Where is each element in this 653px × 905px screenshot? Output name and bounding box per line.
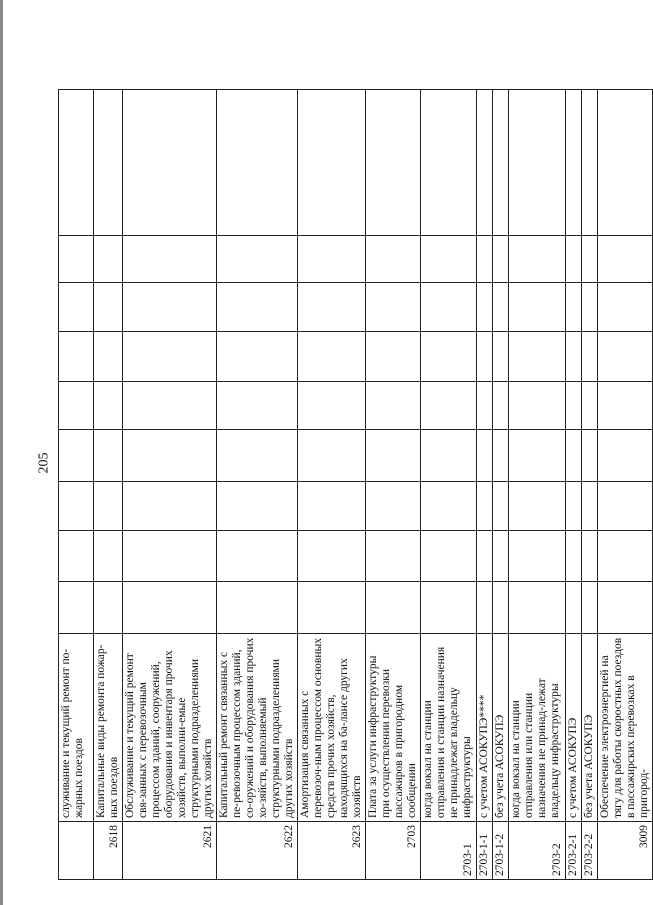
value-cell [566, 90, 582, 236]
value-cell [217, 382, 298, 430]
value-cell [123, 582, 217, 634]
value-cell [123, 236, 217, 283]
value-cell [477, 90, 493, 236]
table-row [59, 90, 94, 880]
value-cell [298, 482, 366, 531]
data-table [58, 89, 653, 880]
value-cell [217, 482, 298, 531]
value-cell [493, 582, 509, 634]
value-cell [421, 531, 477, 582]
value-cell [598, 283, 653, 332]
value-cell [493, 90, 509, 236]
value-cell [59, 382, 94, 430]
value-cell [509, 283, 566, 332]
value-cell [566, 236, 582, 283]
row-code: 2623 [298, 822, 366, 880]
value-cell [598, 382, 653, 430]
value-cell [59, 283, 94, 332]
value-cell [298, 90, 366, 236]
value-cell [582, 236, 598, 283]
value-cell [566, 382, 582, 430]
value-cell [298, 531, 366, 582]
value-cell [509, 90, 566, 236]
table-row [477, 90, 493, 880]
value-cell [59, 430, 94, 482]
value-cell [217, 283, 298, 332]
value-cell [421, 582, 477, 634]
row-name: Капитальные виды ремонта пожар-ных поездов [94, 634, 123, 822]
table-row [366, 90, 421, 880]
value-cell [298, 236, 366, 283]
value-cell [509, 430, 566, 482]
value-cell [598, 430, 653, 482]
table-row [582, 90, 598, 880]
value-cell [421, 283, 477, 332]
row-name: с учетом АСОКУПЭ**** [477, 634, 493, 822]
value-cell [477, 332, 493, 382]
value-cell [94, 582, 123, 634]
value-cell [509, 582, 566, 634]
rotated-table-container [58, 90, 650, 880]
row-name: Капитальный ремонт связанных с пе-ревозочным процессом зданий, со-оружений и оборудования прочих хо-зяйств, выполняемый структурными подразделениями других хозяйств [217, 634, 298, 822]
value-cell [493, 236, 509, 283]
table-row [298, 90, 366, 880]
value-cell [598, 90, 653, 236]
value-cell [582, 90, 598, 236]
row-code: 2703-1 [421, 822, 477, 880]
value-cell [59, 582, 94, 634]
value-cell [493, 382, 509, 430]
row-code: 2703-1-1 [477, 822, 493, 880]
value-cell [509, 382, 566, 430]
row-code: 2703 [366, 822, 421, 880]
value-cell [421, 90, 477, 236]
table-row [598, 90, 653, 880]
value-cell [94, 332, 123, 382]
value-cell [59, 90, 94, 236]
value-cell [123, 531, 217, 582]
value-cell [493, 332, 509, 382]
value-cell [477, 382, 493, 430]
value-cell [366, 382, 421, 430]
value-cell [421, 332, 477, 382]
value-cell [366, 582, 421, 634]
value-cell [421, 382, 477, 430]
table-body [59, 90, 653, 880]
value-cell [59, 332, 94, 382]
value-cell [598, 236, 653, 283]
row-name: служивание и текущий ремонт по-жарных поездов [59, 634, 94, 822]
value-cell [582, 482, 598, 531]
value-cell [566, 582, 582, 634]
value-cell [298, 332, 366, 382]
row-code: 2703-2-1 [566, 822, 582, 880]
table-row [123, 90, 217, 880]
value-cell [59, 236, 94, 283]
value-cell [366, 332, 421, 382]
value-cell [217, 236, 298, 283]
value-cell [509, 236, 566, 283]
row-code: 2703-2-2 [582, 822, 598, 880]
table-row [94, 90, 123, 880]
value-cell [566, 283, 582, 332]
value-cell [598, 582, 653, 634]
row-code: 3009 [598, 822, 653, 880]
value-cell [477, 482, 493, 531]
value-cell [59, 531, 94, 582]
value-cell [582, 430, 598, 482]
value-cell [94, 90, 123, 236]
value-cell [598, 482, 653, 531]
value-cell [366, 283, 421, 332]
row-name: с учетом АСОКУПЭ [566, 634, 582, 822]
value-cell [94, 236, 123, 283]
table-row [217, 90, 298, 880]
row-name: Амортизация связанных с перевозоч-ным процессом основных средств прочих хозяйств, находящихся на ба-лансе других хозяйств [298, 634, 366, 822]
page-number: 205 [36, 452, 52, 474]
row-name: когда вокзал на станции отправления или станции назначения не принад-лежат владельцу инфраструктуры [509, 634, 566, 822]
value-cell [493, 283, 509, 332]
value-cell [123, 90, 217, 236]
value-cell [509, 531, 566, 582]
row-code [59, 822, 94, 880]
value-cell [566, 531, 582, 582]
row-name: без учета АСОКУПЭ [582, 634, 598, 822]
value-cell [217, 90, 298, 236]
row-name: Обеспечение электроэнергией на тягу для работы скоростных поездов в пассажирских перевозках в пригород- [598, 634, 653, 822]
value-cell [477, 430, 493, 482]
value-cell [582, 382, 598, 430]
value-cell [94, 382, 123, 430]
row-name: Плата за услуги инфраструктуры при осуществлении перевозки пассажиров в пригородном сообщении [366, 634, 421, 822]
row-name: когда вокзал на станции отправления и станции назначения не принадлежат владельцу инфраструктуры [421, 634, 477, 822]
value-cell [366, 90, 421, 236]
value-cell [566, 430, 582, 482]
value-cell [217, 531, 298, 582]
value-cell [477, 531, 493, 582]
scan-edge-line [0, 0, 3, 905]
row-name: Обслуживание и текущий ремонт свя-занных с перевозочным процессом зданий, сооружений, оборудования и инвентаря прочих хозяйств, выполни-емые структурными подразделениями других хозяйств [123, 634, 217, 822]
value-cell [217, 332, 298, 382]
row-code: 2703-1-2 [493, 822, 509, 880]
value-cell [421, 236, 477, 283]
value-cell [123, 283, 217, 332]
value-cell [298, 283, 366, 332]
value-cell [493, 531, 509, 582]
value-cell [366, 482, 421, 531]
value-cell [123, 430, 217, 482]
value-cell [477, 283, 493, 332]
row-code: 2618 [94, 822, 123, 880]
value-cell [123, 482, 217, 531]
value-cell [582, 332, 598, 382]
value-cell [366, 236, 421, 283]
value-cell [94, 283, 123, 332]
value-cell [566, 332, 582, 382]
row-name: без учета АСОКУПЭ [493, 634, 509, 822]
value-cell [366, 531, 421, 582]
row-code: 2621 [123, 822, 217, 880]
table-row [493, 90, 509, 880]
value-cell [582, 283, 598, 332]
value-cell [493, 482, 509, 531]
value-cell [582, 531, 598, 582]
value-cell [582, 582, 598, 634]
value-cell [509, 332, 566, 382]
value-cell [123, 382, 217, 430]
value-cell [94, 430, 123, 482]
value-cell [509, 482, 566, 531]
row-code: 2703-2 [509, 822, 566, 880]
value-cell [298, 382, 366, 430]
row-code: 2622 [217, 822, 298, 880]
table-row [509, 90, 566, 880]
value-cell [421, 482, 477, 531]
value-cell [366, 430, 421, 482]
value-cell [598, 531, 653, 582]
value-cell [94, 482, 123, 531]
value-cell [566, 482, 582, 531]
value-cell [298, 430, 366, 482]
value-cell [59, 482, 94, 531]
value-cell [298, 582, 366, 634]
value-cell [94, 531, 123, 582]
value-cell [217, 582, 298, 634]
table-row [566, 90, 582, 880]
value-cell [217, 430, 298, 482]
value-cell [493, 430, 509, 482]
value-cell [421, 430, 477, 482]
value-cell [477, 582, 493, 634]
value-cell [477, 236, 493, 283]
value-cell [123, 332, 217, 382]
value-cell [598, 332, 653, 382]
table-row [421, 90, 477, 880]
